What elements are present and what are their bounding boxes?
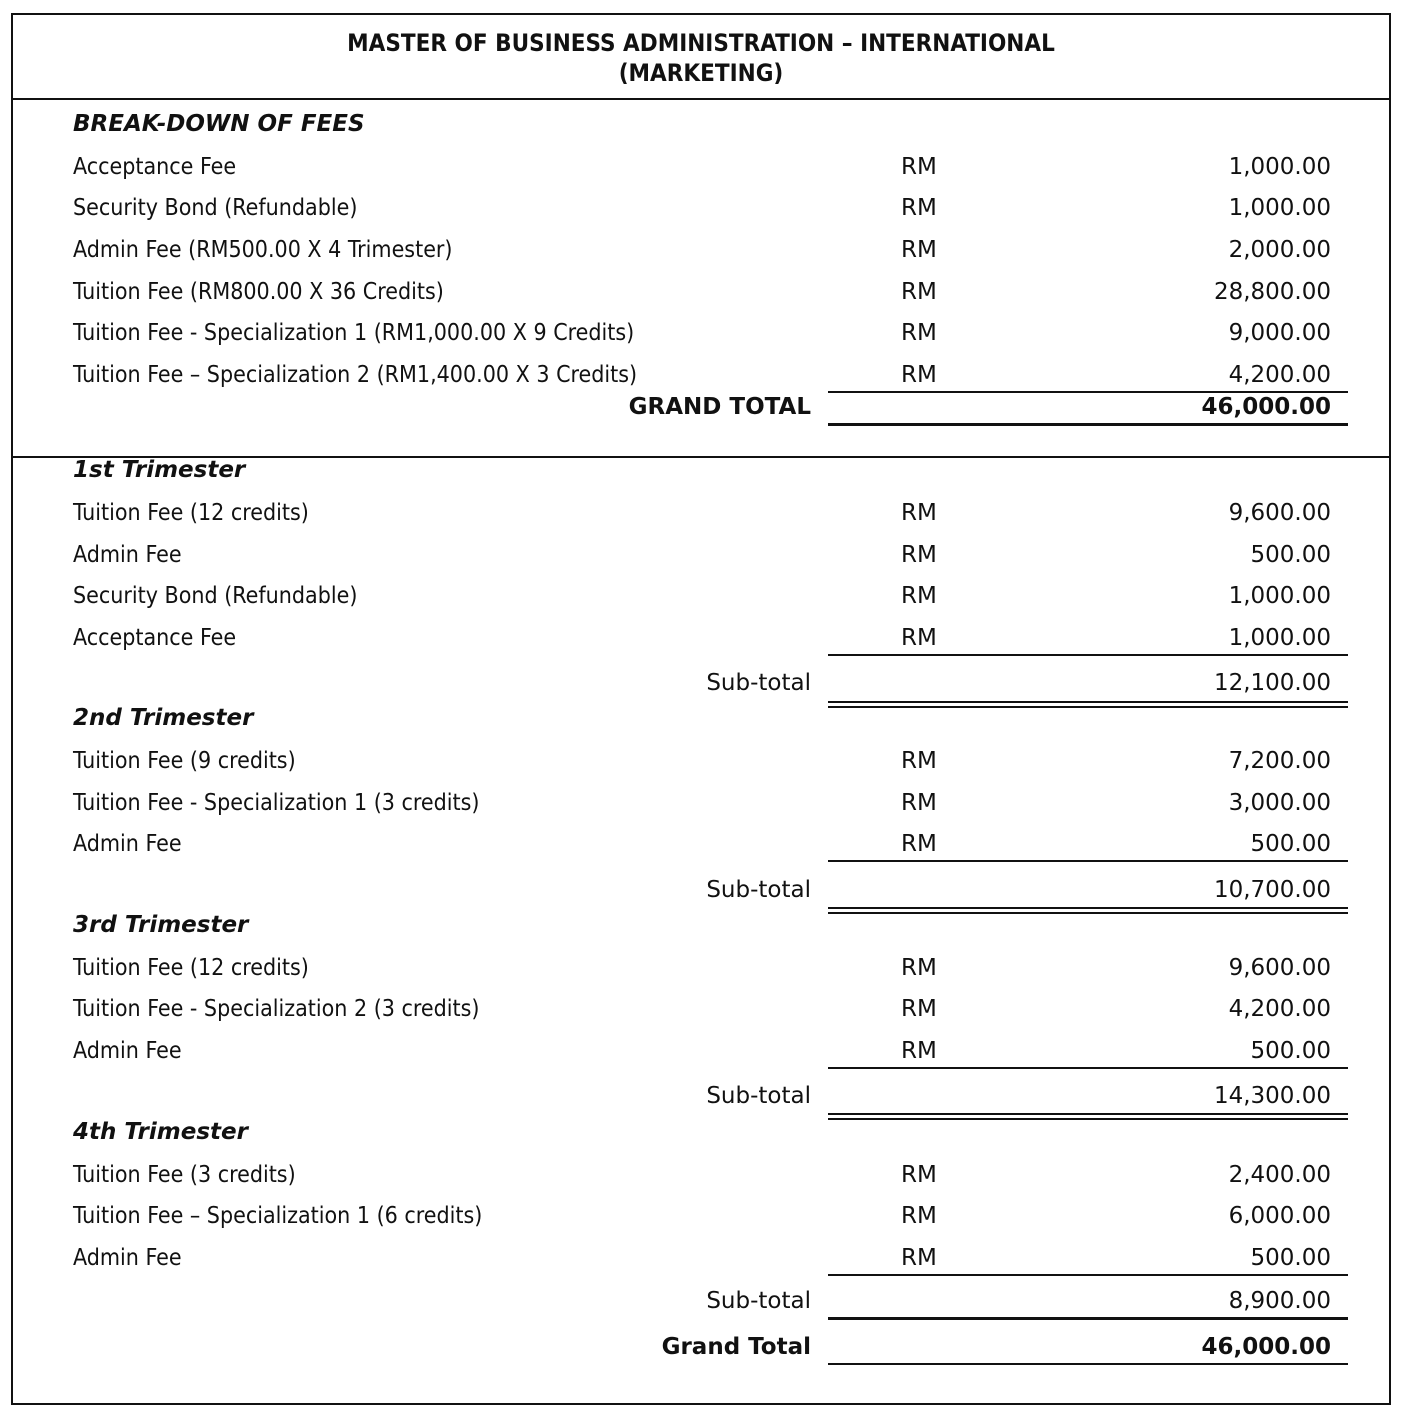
currency: RM bbox=[901, 1162, 937, 1188]
trimester-row bbox=[13, 748, 1389, 788]
currency: RM bbox=[901, 195, 937, 221]
item-label: Tuition Fee (9 credits) bbox=[73, 748, 296, 774]
total-rule bbox=[828, 423, 1348, 426]
subtotal-label: Sub-total bbox=[706, 670, 811, 696]
item-label: Security Bond (Refundable) bbox=[73, 583, 358, 609]
currency: RM bbox=[901, 625, 937, 651]
breakdown-row bbox=[13, 320, 1389, 360]
item-label: Tuition Fee (12 credits) bbox=[73, 500, 309, 526]
item-amount: 6,000.00 bbox=[1228, 1203, 1331, 1229]
sum-rule bbox=[828, 391, 1348, 393]
item-label: Admin Fee bbox=[73, 831, 182, 857]
item-label: Acceptance Fee bbox=[73, 154, 237, 180]
trimester-row bbox=[13, 1245, 1389, 1285]
document-title bbox=[13, 15, 1389, 88]
currency: RM bbox=[901, 542, 937, 568]
subtotal-row bbox=[13, 1288, 1389, 1328]
item-label: Admin Fee bbox=[73, 1245, 182, 1271]
trimester-row bbox=[13, 1038, 1389, 1078]
currency: RM bbox=[901, 320, 937, 346]
title-line-2: (MARKETING) bbox=[618, 59, 784, 87]
subtotal-amount: 8,900.00 bbox=[1228, 1288, 1331, 1314]
item-amount: 7,200.00 bbox=[1228, 748, 1331, 774]
final-total-row bbox=[13, 1334, 1389, 1374]
item-label: Admin Fee bbox=[73, 542, 182, 568]
currency: RM bbox=[901, 237, 937, 263]
subtotal-label: Sub-total bbox=[706, 1083, 811, 1109]
item-label: Tuition Fee - Specialization 1 (RM1,000.00 X 9 Credits) bbox=[73, 320, 635, 346]
item-label: Tuition Fee (RM800.00 X 36 Credits) bbox=[73, 279, 444, 305]
sum-rule bbox=[828, 1274, 1348, 1276]
item-amount: 500.00 bbox=[1250, 1245, 1331, 1271]
breakdown-total-row bbox=[13, 394, 1389, 434]
item-label: Admin Fee (RM500.00 X 4 Trimester) bbox=[73, 237, 453, 263]
trimester-1-heading-row bbox=[13, 457, 1389, 497]
sum-rule bbox=[828, 1067, 1348, 1069]
item-amount: 500.00 bbox=[1250, 1038, 1331, 1064]
sum-rule bbox=[828, 860, 1348, 862]
trimester-row bbox=[13, 996, 1389, 1036]
grand-total-label: GRAND TOTAL bbox=[628, 394, 811, 420]
subtotal-label: Sub-total bbox=[706, 1288, 811, 1314]
fee-schedule-document bbox=[11, 13, 1391, 1405]
grand-total-amount: 46,000.00 bbox=[1201, 394, 1331, 420]
item-amount: 2,400.00 bbox=[1228, 1162, 1331, 1188]
document-header bbox=[13, 15, 1389, 100]
title-line-1: MASTER OF BUSINESS ADMINISTRATION – INTERNATIONAL bbox=[347, 29, 1055, 57]
subtotal-amount: 10,700.00 bbox=[1213, 877, 1331, 903]
item-amount: 1,000.00 bbox=[1228, 625, 1331, 651]
currency: RM bbox=[901, 1038, 937, 1064]
trimester-row bbox=[13, 1162, 1389, 1202]
trimester-row bbox=[13, 583, 1389, 623]
sum-rule bbox=[828, 654, 1348, 656]
final-total-rule bbox=[828, 1363, 1348, 1365]
currency: RM bbox=[901, 790, 937, 816]
item-label: Tuition Fee - Specialization 1 (3 credits) bbox=[73, 790, 480, 816]
item-label: Tuition Fee (12 credits) bbox=[73, 955, 309, 981]
trimester-2-heading-row bbox=[13, 705, 1389, 745]
breakdown-heading-row bbox=[13, 111, 1389, 151]
item-label: Acceptance Fee bbox=[73, 625, 237, 651]
currency: RM bbox=[901, 500, 937, 526]
trimester-row bbox=[13, 500, 1389, 540]
trimester-row bbox=[13, 625, 1389, 665]
item-label: Tuition Fee - Specialization 2 (3 credits) bbox=[73, 996, 480, 1022]
trimester-row bbox=[13, 955, 1389, 995]
breakdown-row bbox=[13, 279, 1389, 319]
item-label: Security Bond (Refundable) bbox=[73, 195, 358, 221]
breakdown-heading: BREAK-DOWN OF FEES bbox=[73, 111, 365, 137]
item-amount: 500.00 bbox=[1250, 831, 1331, 857]
item-label: Tuition Fee – Specialization 2 (RM1,400.00 X 3 Credits) bbox=[73, 362, 638, 388]
currency: RM bbox=[901, 279, 937, 305]
final-total-label: Grand Total bbox=[661, 1334, 811, 1360]
trimester-3-heading-row bbox=[13, 912, 1389, 952]
currency: RM bbox=[901, 1245, 937, 1271]
subtotal-amount: 12,100.00 bbox=[1213, 670, 1331, 696]
item-label: Tuition Fee (3 credits) bbox=[73, 1162, 296, 1188]
item-amount: 9,600.00 bbox=[1228, 500, 1331, 526]
item-amount: 1,000.00 bbox=[1228, 583, 1331, 609]
breakdown-row bbox=[13, 237, 1389, 277]
currency: RM bbox=[901, 831, 937, 857]
subtotal-label: Sub-total bbox=[706, 877, 811, 903]
trimester-heading: 3rd Trimester bbox=[73, 912, 249, 938]
item-amount: 9,000.00 bbox=[1228, 320, 1331, 346]
breakdown-row bbox=[13, 195, 1389, 235]
final-total-amount: 46,000.00 bbox=[1201, 1334, 1331, 1360]
item-amount: 1,000.00 bbox=[1228, 195, 1331, 221]
item-amount: 9,600.00 bbox=[1228, 955, 1331, 981]
subtotal-amount: 14,300.00 bbox=[1213, 1083, 1331, 1109]
item-label: Admin Fee bbox=[73, 1038, 182, 1064]
item-amount: 28,800.00 bbox=[1213, 279, 1331, 305]
trimester-row bbox=[13, 831, 1389, 871]
trimester-heading: 2nd Trimester bbox=[73, 705, 254, 731]
item-amount: 3,000.00 bbox=[1228, 790, 1331, 816]
item-amount: 2,000.00 bbox=[1228, 237, 1331, 263]
currency: RM bbox=[901, 955, 937, 981]
trimester-row bbox=[13, 542, 1389, 582]
item-amount: 500.00 bbox=[1250, 542, 1331, 568]
trimester-4-heading-row bbox=[13, 1119, 1389, 1159]
currency: RM bbox=[901, 1203, 937, 1229]
item-amount: 4,200.00 bbox=[1228, 996, 1331, 1022]
breakdown-row bbox=[13, 154, 1389, 194]
currency: RM bbox=[901, 996, 937, 1022]
currency: RM bbox=[901, 748, 937, 774]
currency: RM bbox=[901, 583, 937, 609]
subtotal-thick-rule bbox=[828, 1317, 1348, 1320]
trimester-heading: 4th Trimester bbox=[73, 1119, 248, 1145]
item-label: Tuition Fee – Specialization 1 (6 credits) bbox=[73, 1203, 483, 1229]
currency: RM bbox=[901, 154, 937, 180]
item-amount: 4,200.00 bbox=[1228, 362, 1331, 388]
trimester-row bbox=[13, 1203, 1389, 1243]
trimester-row bbox=[13, 790, 1389, 830]
item-amount: 1,000.00 bbox=[1228, 154, 1331, 180]
trimester-heading: 1st Trimester bbox=[73, 457, 246, 483]
currency: RM bbox=[901, 362, 937, 388]
